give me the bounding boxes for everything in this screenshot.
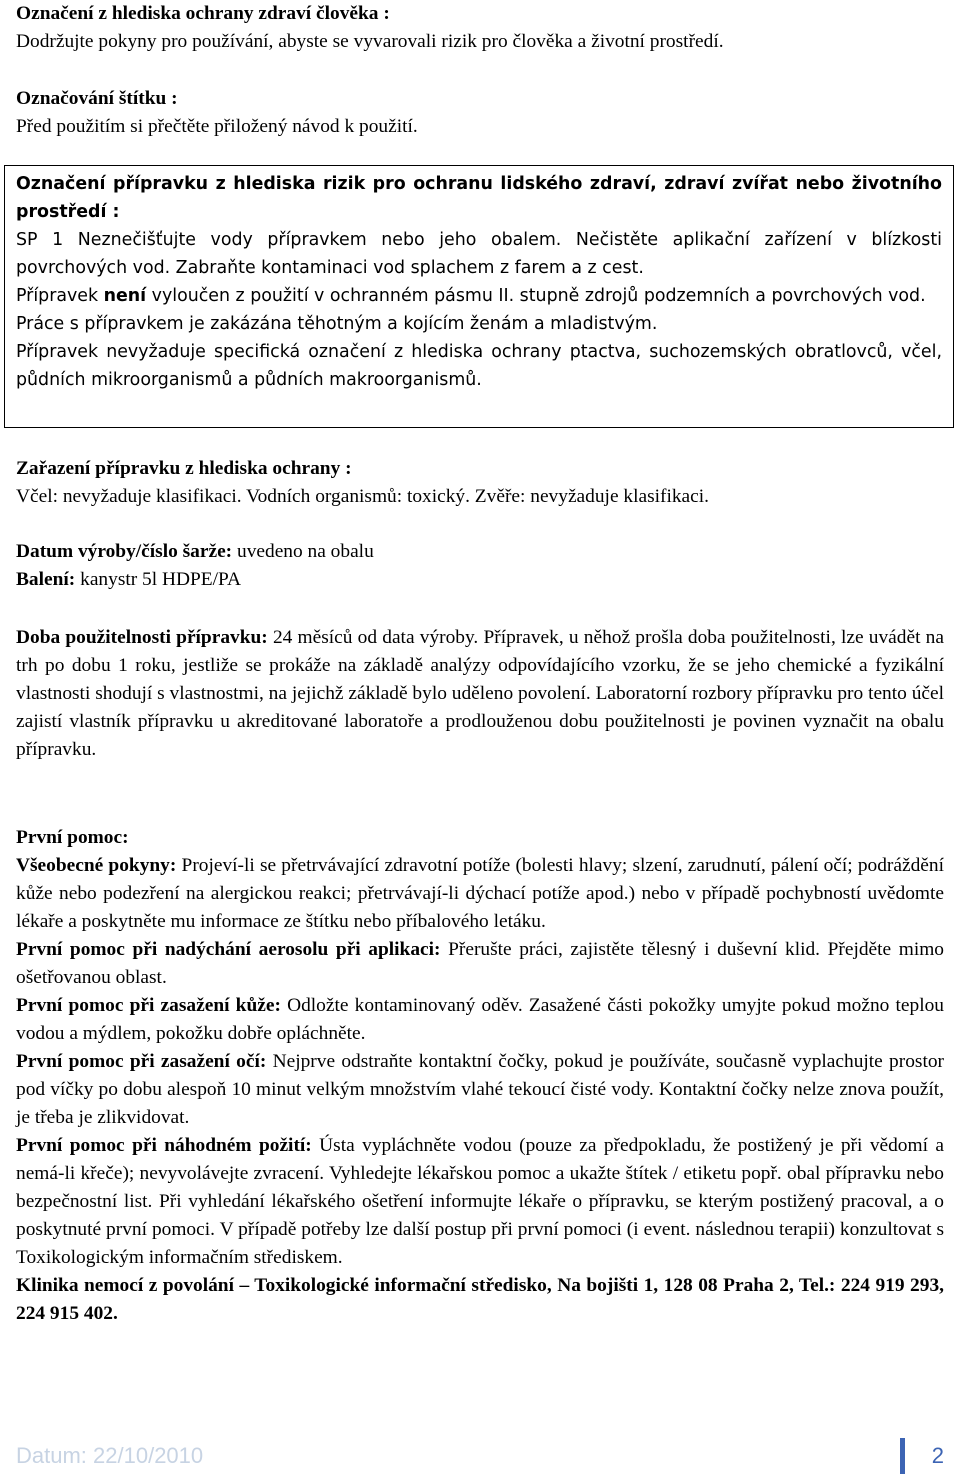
classification-section xyxy=(16,455,944,511)
risk-box xyxy=(4,165,954,428)
first-aid-heading: První pomoc: xyxy=(16,827,129,848)
shelf-life-text: 24 měsíců od data výroby. Přípravek, u něhož prošla doba použitelnosti, lze uvádět na trh po dobu 1 roku, jestliže se prokáže na základě analýzy odpovídajícího vzorku, že se jeho chemické a fyzikální vlastnosti shodují s vlastnostmi, na jejichž základě bylo uděleno povolení. Laboratorní rozbory přípravku pro tento účel zajistí vlastník přípravku u akreditované laboratoře a prodlouženou dobu použitelnosti je povinen vyznačit na obalu přípravku. xyxy=(16,627,944,760)
page-number: 2 xyxy=(931,1443,944,1468)
first-aid-eyes: První pomoc při zasažení očí: Nejprve odstraňte kontaktní čočky, pokud je používáte, současně vyplachujte prostor pod víčky po dobu alespoň 10 minut velkým množstvím vlahé tekoucí čisté vody. Kontaktní čočky nelze znova použít, je třeba je zlikvidovat. xyxy=(16,1051,944,1128)
page-footer xyxy=(16,1438,944,1474)
shelf-life-section xyxy=(16,624,944,764)
first-aid-general: Všeobecné pokyny: Projeví-li se přetrvávající zdravotní potíže (bolesti hlavy; slzení, zarudnutí, pálení očí; podráždění kůže nebo podezření na alergickou reakci; přetrvávají-li dýchací potíže apod.) nebo v případě pochybností uvědomte lékaře a poskytněte mu informace ze štítku nebo příbalového letáku. xyxy=(16,855,944,932)
risk-not-bold: není xyxy=(103,286,147,306)
risk-sp1: SP 1 Neznečišťujte vody přípravkem nebo jeho obalem. Nečistěte aplikační zařízení v blízkosti povrchových vod. Zabraňte kontaminaci vod splachem z farem a z cest. xyxy=(16,230,942,278)
classification-text: Včel: nevyžaduje klasifikaci. Vodních organismů: toxický. Zvěře: nevyžaduje klasifikaci. xyxy=(16,486,710,507)
risk-heading: Označení přípravku z hlediska rizik pro ochranu lidského zdraví, zdraví zvířat nebo životního prostředí : xyxy=(16,174,942,222)
risk-pregnancy: Práce s přípravkem je zakázána těhotným a kojícím ženám a mladistvým. xyxy=(16,314,658,334)
footer-divider xyxy=(900,1438,905,1474)
production-date-line: Datum výroby/číslo šarže: uvedeno na obalu xyxy=(16,541,374,562)
risk-water-protection: Přípravek není vyloučen z použití v ochranném pásmu II. stupně zdrojů podzemních a povrchových vod. xyxy=(16,286,926,306)
label-section xyxy=(16,85,944,141)
toxicology-center-contact: Klinika nemocí z povolání – Toxikologické informační středisko, Na bojišti 1, 128 08 Praha 2, Tel.: 224 919 293, 224 915 402. xyxy=(16,1275,944,1324)
health-protection-section xyxy=(16,0,944,56)
first-aid-skin: První pomoc při zasažení kůže: Odložte kontaminovaný oděv. Zasažené části pokožky umyjte pokud možno teplou vodou a mýdlem, pokožku dobře opláchněte. xyxy=(16,995,944,1044)
health-heading: Označení z hlediska ochrany zdraví člověka : xyxy=(16,3,390,24)
first-aid-section xyxy=(16,824,944,1328)
risk-animals: Přípravek nevyžaduje specifická označení z hlediska ochrany ptactva, suchozemských obratlovců, včel, půdních mikroorganismů a půdních makroorganismů. xyxy=(16,342,942,390)
first-aid-inhalation: První pomoc při nadýchání aerosolu při aplikaci: Přerušte práci, zajistěte tělesný i duševní klid. Přejděte mimo ošetřovanou oblast. xyxy=(16,939,944,988)
label-text: Před použitím si přečtěte přiložený návod k použití. xyxy=(16,116,418,137)
first-aid-ingestion: První pomoc při náhodném požití: Ústa vypláchněte vodou (pouze za předpokladu, že postižený je při vědomí a nemá-li křeče); nevyvolávejte zvracení. Vyhledejte lékařskou pomoc a ukažte štítek / etiketu popř. obal přípravku nebo bezpečnostní list. Při vyhledání lékařského ošetření informujte lékaře o přípravku, se kterým postižený pracoval, a o poskytnuté první pomoci. V případě potřeby lze další postup při první pomoci (i event. následnou terapii) konzultovat s Toxikologickým informačním střediskem. xyxy=(16,1135,944,1268)
shelf-life-label: Doba použitelnosti přípravku: xyxy=(16,627,268,648)
packaging-section xyxy=(16,538,944,594)
label-heading: Označování štítku : xyxy=(16,88,178,109)
health-text: Dodržujte pokyny pro používání, abyste se vyvarovali rizik pro člověka a životní prostředí. xyxy=(16,31,724,52)
packaging-line: Balení: kanystr 5l HDPE/PA xyxy=(16,569,242,590)
footer-date: Datum: 22/10/2010 xyxy=(16,1443,204,1468)
classification-heading: Zařazení přípravku z hlediska ochrany : xyxy=(16,458,352,479)
